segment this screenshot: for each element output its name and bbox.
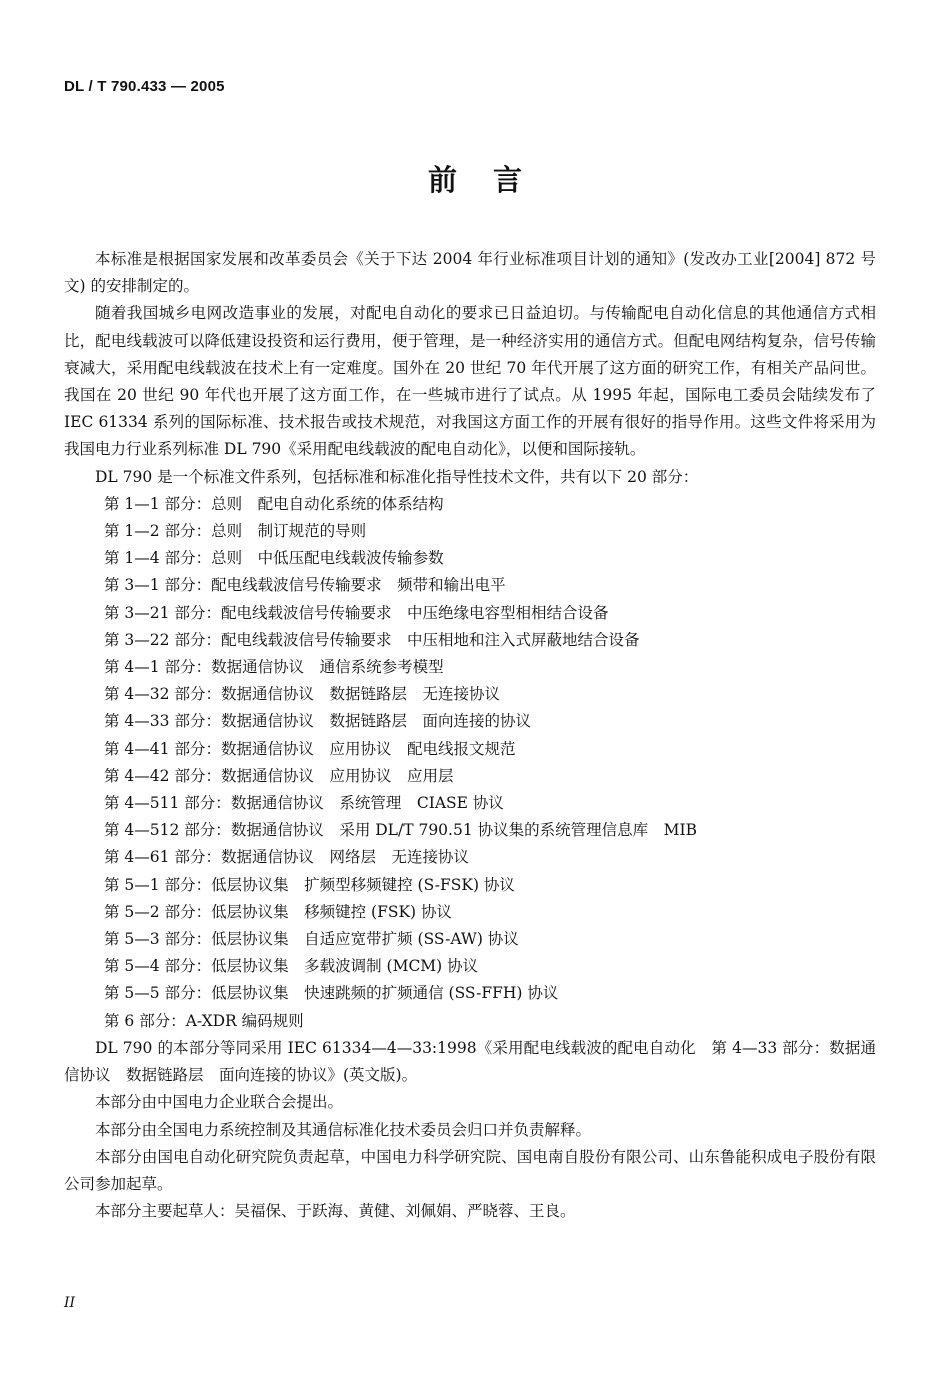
list-item [64,980,876,1007]
part-segment: 频带和输出电平 [397,576,506,595]
list-item [64,817,876,844]
part-segment: 数据链路层 [329,712,407,731]
list-item [64,1008,876,1035]
part-label: 第 5—2 部分： [104,902,212,921]
part-label: 第 6 部分： [104,1011,186,1030]
page-number: II [64,1295,76,1311]
part-label: 第 5—3 部分： [104,930,212,949]
parts-list [64,491,876,1035]
outro-section [64,1035,876,1225]
paragraph: 本标准是根据国家发展和改革委员会《关于下达 2004 年行业标准项目计划的通知》(发改办工业[2004] 872 号文) 的安排制定的。 [64,250,876,296]
part-segment: 采用 DL/T 790.51 协议集的系统管理信息库 [339,821,649,840]
list-item [64,600,876,627]
part-segment: 总则 [211,522,243,541]
paragraph: DL 790 是一个标准文件系列，包括标准和标准化指导性技术文件，共有以下 20 部分： [95,467,699,486]
part-segment: 配电线载波信号传输要求 [220,603,392,622]
part-segment: 快速跳频的扩频通信 (SS-FFH) 协议 [304,984,559,1003]
list-item [64,572,876,599]
list-item [64,736,876,763]
part-segment: 应用层 [406,766,454,785]
part-label: 第 4—61 部分： [104,848,221,867]
part-segment: 数据通信协议 [230,794,324,813]
part-segment: 中压相地和注入式屏蔽地结合设备 [406,630,640,649]
list-item [64,926,876,953]
page-title: 前言 [427,163,558,197]
part-segment: 无连接协议 [391,848,469,867]
list-item [64,844,876,871]
part-segment: 总则 [211,494,243,513]
list-item [64,491,876,518]
part-label: 第 1—4 部分： [104,549,212,568]
body-text [64,246,876,1225]
part-segment: 制订规范的导则 [257,522,367,541]
part-segment: 数据链路层 [329,685,407,704]
list-item [64,654,876,681]
list-item [64,681,876,708]
part-segment: 数据通信协议 [220,712,314,731]
part-segment: A-XDR 编码规则 [185,1011,304,1030]
part-segment: 配电自动化系统的体系结构 [257,494,444,513]
part-label: 第 3—22 部分： [104,630,221,649]
part-segment: 低层协议集 [211,957,289,976]
part-segment: MIB [663,821,698,840]
part-label: 第 4—42 部分： [104,766,221,785]
part-segment: 低层协议集 [211,902,289,921]
part-segment: CIASE 协议 [416,794,504,813]
part-segment: 低层协议集 [211,875,289,894]
part-label: 第 3—1 部分： [104,576,212,595]
part-segment: 自适应宽带扩频 (SS-AW) 协议 [304,930,519,949]
list-item [64,953,876,980]
part-segment: 通信系统参考模型 [319,658,444,677]
part-label: 第 4—512 部分： [104,821,231,840]
part-segment: 配电线载波信号传输要求 [211,576,382,595]
paragraph: DL 790 的本部分等同采用 IEC 61334—4—33:1998《采用配电线载波的配电自动化 第 4—33 部分：数据通信协议 数据链路层 面向连接的协议》(英文版)。 [64,1038,876,1085]
part-segment: 数据通信协议 [230,821,324,840]
list-item [64,627,876,654]
part-segment: 系统管理 [339,794,402,813]
part-segment: 网络层 [329,848,376,867]
paragraph: 本部分主要起草人：吴福保、于跃海、黄健、刘佩娟、严晓蓉、王良。 [95,1202,576,1221]
paragraph: 随着我国城乡电网改造事业的发展，对配电自动化的要求已日益迫切。与传输配电自动化信息的其他通信方式相比，配电线载波可以降低建设投资和运行费用，便于管理，是一种经济实用的通信方式。但配电网结构复杂，信号传输衰减大，采用配电线载波在技术上有一定难度。国外在 20 世纪 70 年代开展了这方面的研究工作，有相关产品问世。我国在 20 世纪 90 年代也开展了这方面工作，在一些城市进行了试点。从 1995 年起，国际电工委员会陆续发布了 IEC 61334 系列的国际标准、技术报告或技术规范，对我国这方面工作的开展有很好的指导作用。这些文件将采用为我国电力行业系列标准 DL 790《采用配电线载波的配电自动化》，以便和国际接轨。 [64,304,876,459]
list-item [64,790,876,817]
part-segment: 数据通信协议 [220,766,314,785]
list-item [64,518,876,545]
part-segment: 中低压配电线载波传输参数 [257,549,444,568]
part-segment: 总则 [211,549,243,568]
document-code: DL / T 790.433 — 2005 [64,78,225,95]
part-segment: 配电线报文规范 [406,739,516,758]
list-item [64,545,876,572]
part-label: 第 5—4 部分： [104,957,212,976]
part-label: 第 4—33 部分： [104,712,221,731]
part-label: 第 4—32 部分： [104,685,221,704]
list-item [64,763,876,790]
part-segment: 中压绝缘电容型相相结合设备 [406,603,609,622]
part-segment: 数据通信协议 [220,685,314,704]
part-label: 第 5—1 部分： [104,875,212,894]
part-segment: 无连接协议 [422,685,500,704]
part-segment: 数据通信协议 [211,658,305,677]
part-label: 第 3—21 部分： [104,603,221,622]
part-segment: 应用协议 [329,766,392,785]
part-label: 第 1—1 部分： [104,494,212,513]
part-label: 第 4—41 部分： [104,739,221,758]
part-segment: 多载波调制 (MCM) 协议 [304,957,479,976]
paragraph: 本部分由中国电力企业联合会提出。 [95,1093,344,1112]
list-item [64,899,876,926]
part-segment: 低层协议集 [211,930,289,949]
part-segment: 配电线载波信号传输要求 [220,630,392,649]
part-label: 第 4—511 部分： [104,794,231,813]
list-item [64,708,876,735]
part-segment: 面向连接的协议 [422,712,531,731]
part-segment: 扩频型移频键控 (S-FSK) 协议 [304,875,515,894]
part-label: 第 5—5 部分： [104,984,212,1003]
part-segment: 移频键控 (FSK) 协议 [304,902,452,921]
paragraph: 本部分由国电自动化研究院负责起草，中国电力科学研究院、国电南自股份有限公司、山东鲁能积成电子股份有限公司参加起草。 [64,1147,876,1193]
part-segment: 应用协议 [329,739,392,758]
part-segment: 低层协议集 [211,984,289,1003]
part-label: 第 4—1 部分： [104,658,212,677]
part-segment: 数据通信协议 [220,739,314,758]
part-label: 第 1—2 部分： [104,522,212,541]
list-item [64,872,876,899]
intro-section [64,246,876,491]
paragraph: 本部分由全国电力系统控制及其通信标准化技术委员会归口并负责解释。 [95,1120,592,1139]
part-segment: 数据通信协议 [220,848,314,867]
